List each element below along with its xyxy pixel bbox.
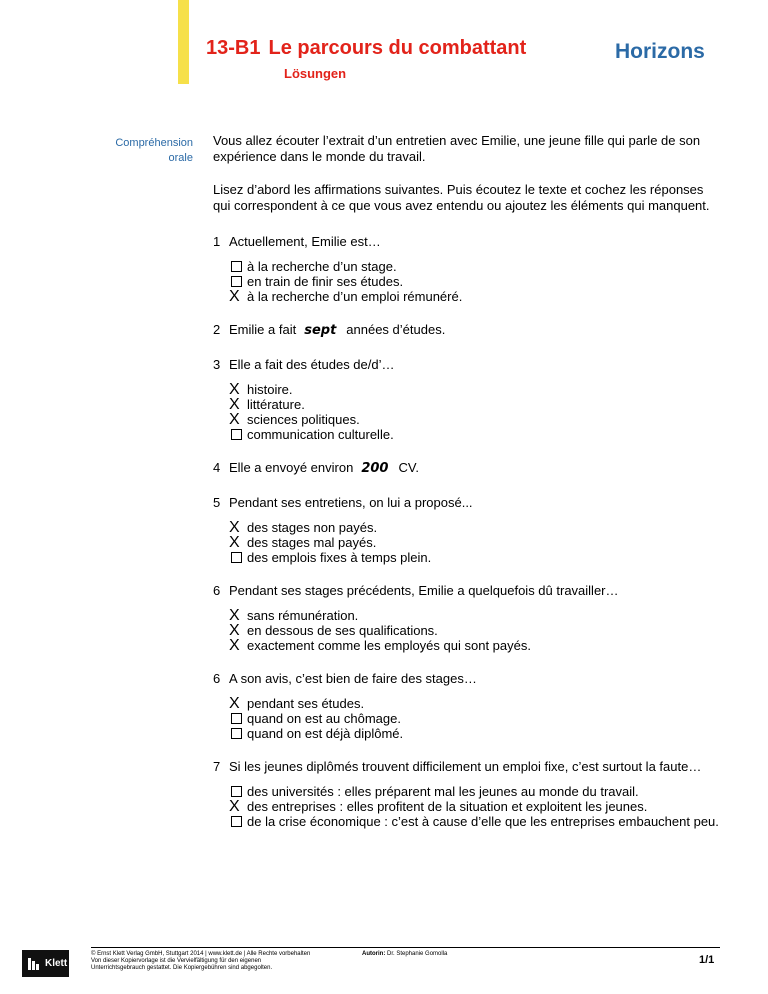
question-number: 3 [213, 357, 221, 372]
brand-name: Horizons [615, 40, 705, 63]
option-text: des entreprises : elles profitent de la situation et exploitent les jeunes. [247, 799, 648, 814]
question-6 [213, 583, 743, 671]
filled-answer: sept [304, 323, 337, 338]
checked-x-icon[interactable]: X [229, 636, 240, 654]
klett-logo [22, 950, 69, 977]
question-gap [213, 829, 743, 847]
checked-x-icon[interactable]: X [229, 395, 240, 413]
question-gap [213, 565, 743, 583]
question-text-before: Emilie a fait [229, 322, 297, 337]
question-number: 7 [213, 759, 221, 774]
option-item[interactable] [229, 696, 743, 711]
option-item[interactable] [229, 711, 743, 726]
question-head [213, 583, 743, 599]
lesson-code: 13-B1 [206, 37, 261, 59]
option-list [229, 382, 743, 442]
option-text: communication culturelle. [247, 427, 394, 442]
question-gap [213, 653, 743, 671]
option-text: des emplois fixes à temps plein. [247, 550, 432, 565]
question-1 [213, 234, 743, 322]
option-text: sans rémunération. [247, 608, 359, 623]
option-list [229, 520, 743, 565]
checked-x-icon[interactable]: X [229, 621, 240, 639]
option-item[interactable] [229, 623, 743, 638]
copyright-line: © Ernst Klett Verlag GmbH, Stuttgart 2014 | www.klett.de | Alle Rechte vorbehalten [91, 951, 311, 957]
question-4 [213, 460, 743, 495]
question-gap [213, 304, 743, 322]
question-text-after: années d’études. [346, 322, 446, 337]
question-gap [213, 741, 743, 759]
option-item[interactable] [229, 289, 743, 304]
empty-checkbox-icon[interactable] [229, 713, 247, 724]
option-text: sciences politiques. [247, 412, 360, 427]
question-number: 6 [213, 583, 221, 598]
question-text: Actuellement, Emilie est… [229, 234, 381, 249]
page-title [206, 37, 526, 60]
empty-checkbox-icon[interactable] [229, 728, 247, 739]
question-head [213, 234, 743, 250]
option-list [229, 608, 743, 653]
empty-checkbox-icon[interactable] [229, 786, 247, 797]
copy-note-1: Von dieser Kopiervorlage ist die Vervielfältigung für den eigenen [91, 958, 262, 964]
question-text: Elle a fait des études de/d’… [229, 357, 395, 372]
section-label-line2: orale [168, 152, 193, 164]
question-list [213, 234, 743, 847]
option-item[interactable] [229, 784, 743, 799]
logo-wordmark: Klett [45, 958, 68, 969]
question-head [213, 357, 743, 373]
option-text: en train de finir ses études. [247, 274, 404, 289]
question-number: 5 [213, 495, 221, 510]
title-text: Le parcours du combattant [268, 37, 527, 59]
empty-checkbox-icon[interactable] [229, 429, 247, 440]
checked-x-icon[interactable]: X [229, 380, 240, 398]
yellow-accent-bar [178, 0, 189, 84]
option-item[interactable] [229, 397, 743, 412]
question-text-before: Elle a envoyé environ [229, 460, 354, 475]
checked-x-icon[interactable]: X [229, 606, 240, 624]
intro-paragraph-1: Vous allez écouter l’extrait d’un entretien avec Emilie, une jeune fille qui parle de son expérience dans le monde du travail. [213, 133, 701, 164]
copy-note-2: Unterrichtsgebrauch gestattet. Die Kopiergebühren sind abgegolten. [91, 965, 273, 971]
question-head [213, 495, 743, 511]
option-item[interactable] [229, 427, 743, 442]
option-item[interactable] [229, 814, 743, 829]
question-gap [213, 339, 743, 357]
option-item[interactable] [229, 520, 743, 535]
question-text-after: CV. [398, 460, 419, 475]
page-number: 1/1 [699, 954, 715, 966]
option-text: des stages mal payés. [247, 535, 377, 550]
instructions [213, 133, 723, 231]
question-5 [213, 495, 743, 583]
option-item[interactable] [229, 638, 743, 653]
question-gap [213, 477, 743, 495]
question-head [213, 322, 743, 339]
question-head [213, 671, 743, 687]
question-text: Pendant ses stages précédents, Emilie a quelquefois dû travailler… [229, 583, 619, 598]
option-text: quand on est au chômage. [247, 711, 401, 726]
option-item[interactable] [229, 274, 743, 289]
question-text: A son avis, c’est bien de faire des stages… [229, 671, 477, 686]
option-text: histoire. [247, 382, 293, 397]
option-item[interactable] [229, 412, 743, 427]
question-2 [213, 322, 743, 357]
question-text: Si les jeunes diplômés trouvent difficilement un emploi fixe, c’est surtout la faute… [229, 759, 702, 774]
empty-checkbox-icon[interactable] [229, 552, 247, 563]
question-number: 2 [213, 322, 221, 337]
option-text: de la crise économique : c’est à cause d’elle que les entreprises embauchent peu. [247, 814, 719, 829]
option-text: pendant ses études. [247, 696, 365, 711]
klett-mark-icon [26, 956, 42, 972]
footer-divider [91, 947, 720, 948]
page-subtitle: Lösungen [284, 66, 347, 81]
option-text: littérature. [247, 397, 305, 412]
checked-x-icon[interactable]: X [229, 518, 240, 536]
author-name: Dr. Stephanie Gomolla [387, 951, 448, 957]
question-text: Pendant ses entretiens, on lui a proposé... [229, 495, 473, 510]
option-item[interactable] [229, 382, 743, 397]
checked-x-icon[interactable]: X [229, 410, 240, 428]
question-head [213, 759, 743, 775]
question-gap [213, 442, 743, 460]
question-head [213, 460, 743, 477]
option-text: exactement comme les employés qui sont payés. [247, 638, 531, 653]
option-list [229, 784, 743, 829]
question-8 [213, 759, 743, 847]
question-number: 1 [213, 234, 221, 249]
option-text: à la recherche d’un emploi rémunéré. [247, 289, 463, 304]
intro-paragraph-2: Lisez d’abord les affirmations suivantes. Puis écoutez le texte et cochez les réponses qui correspondent à ce que vous avez entendu ou ajoutez les éléments qui manquent. [213, 182, 710, 213]
filled-answer: 200 [361, 461, 389, 476]
author-label: Autorin: [362, 951, 386, 957]
question-text [229, 460, 743, 477]
option-text: en dessous de ses qualifications. [247, 623, 438, 638]
empty-checkbox-icon[interactable] [229, 816, 247, 827]
section-label-line1: Compréhension [115, 137, 193, 149]
option-text: des universités : elles préparent mal les jeunes au monde du travail. [247, 784, 639, 799]
section-label [73, 136, 193, 166]
checked-x-icon[interactable]: X [229, 797, 240, 815]
question-number: 6 [213, 671, 221, 686]
option-item[interactable] [229, 799, 743, 814]
question-text [229, 322, 743, 339]
checked-x-icon[interactable]: X [229, 694, 240, 712]
option-item[interactable] [229, 535, 743, 550]
option-list [229, 696, 743, 741]
question-number: 4 [213, 460, 221, 475]
question-3 [213, 357, 743, 460]
empty-checkbox-icon[interactable] [229, 261, 247, 272]
option-item[interactable] [229, 259, 743, 274]
option-text: à la recherche d’un stage. [247, 259, 397, 274]
option-list [229, 259, 743, 304]
question-7 [213, 671, 743, 759]
option-text: quand on est déjà diplômé. [247, 726, 404, 741]
option-item[interactable] [229, 608, 743, 623]
checked-x-icon[interactable]: X [229, 533, 240, 551]
option-item[interactable] [229, 726, 743, 741]
footer-copyright [91, 951, 351, 972]
footer-author [362, 951, 447, 957]
checked-x-icon[interactable]: X [229, 287, 240, 305]
option-text: des stages non payés. [247, 520, 378, 535]
option-item[interactable] [229, 550, 743, 565]
empty-checkbox-icon[interactable] [229, 276, 247, 287]
